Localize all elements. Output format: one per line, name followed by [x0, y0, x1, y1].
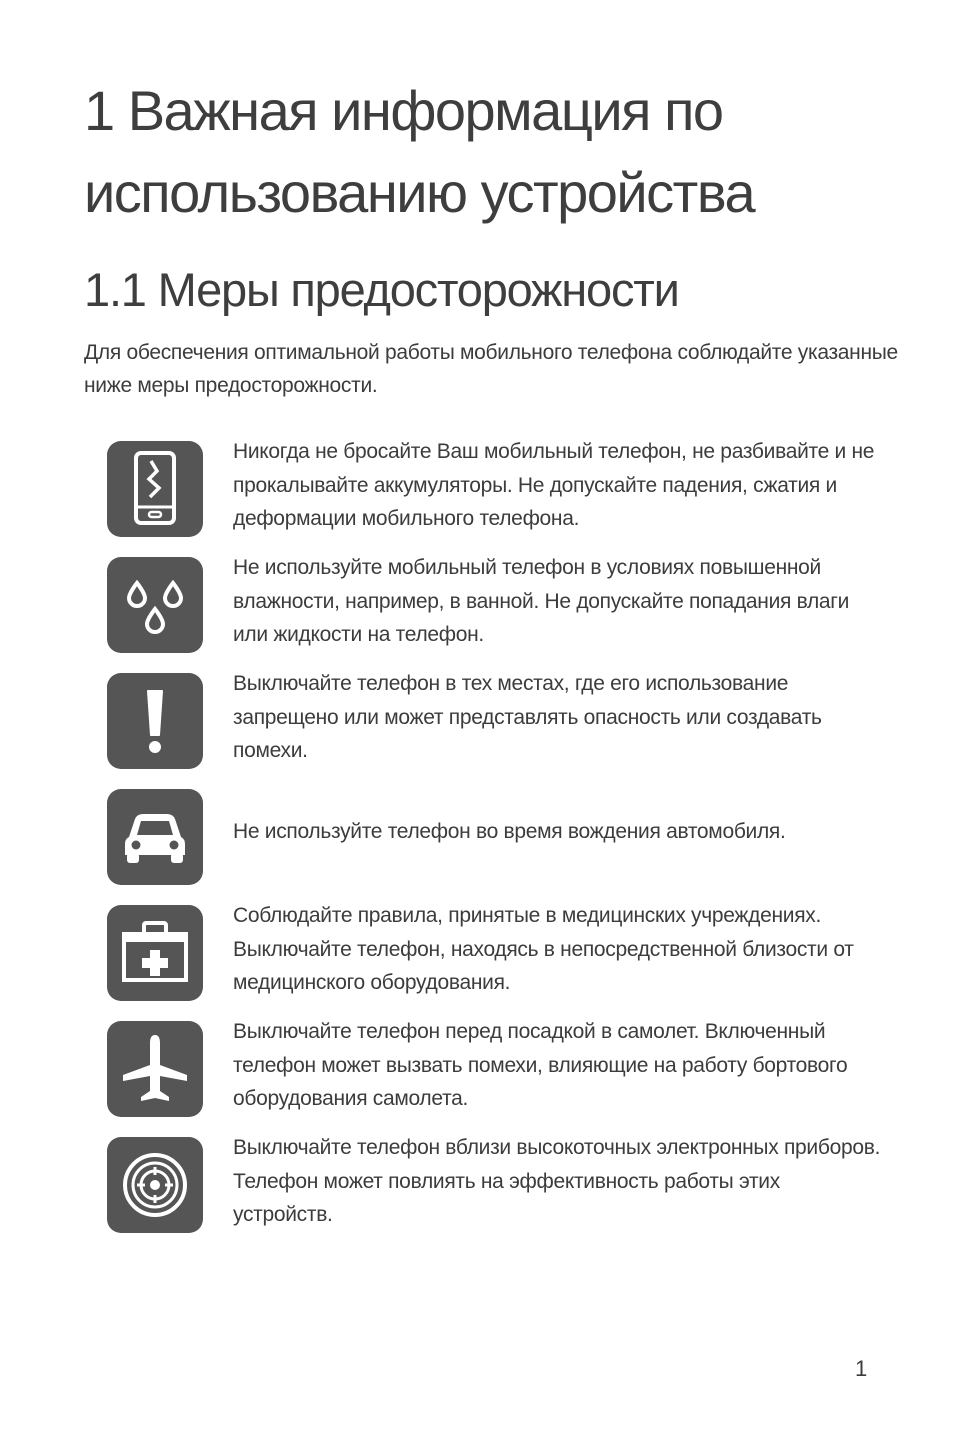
page-title: 1 Важная информация по использованию устройства [84, 79, 755, 224]
precaution-text: Соблюдайте правила, принятые в медицинских учреждениях. Выключайте телефон, находясь в непосредственной близости от медицинского оборудования. [233, 904, 854, 994]
airplane-icon [107, 1021, 203, 1117]
car-icon [107, 789, 203, 885]
precaution-text: Выключайте телефон перед посадкой в самолет. Включенный телефон может вызвать помехи, влияющие на работу бортового оборудования самолета. [233, 1020, 848, 1110]
section-title: 1.1 Меры предосторожности [84, 263, 679, 316]
intro-paragraph: Для обеспечения оптимальной работы мобильного телефона соблюдайте указанные ниже меры предосторожности. [84, 341, 898, 397]
precaution-text: Не используйте телефон во время вождения автомобиля. [233, 820, 786, 843]
first-aid-kit-icon [107, 905, 203, 1001]
target-icon [107, 1137, 203, 1233]
exclamation-icon [107, 673, 203, 769]
cracked-phone-icon [107, 441, 203, 537]
precaution-text: Не используйте мобильный телефон в условиях повышенной влажности, например, в ванной. Не допускайте попадания влаги или жидкости на телефон. [233, 556, 850, 646]
precaution-text: Выключайте телефон вблизи высокоточных электронных приборов. Телефон может повлиять на эффективность работы этих устройств. [233, 1136, 881, 1226]
water-drops-icon [107, 557, 203, 653]
page-number: 1 [855, 1356, 868, 1381]
precaution-text: Выключайте телефон в тех местах, где его использование запрещено или может представлять опасность или создавать помехи. [233, 672, 822, 762]
precaution-text: Никогда не бросайте Ваш мобильный телефон, не разбивайте и не прокалывайте аккумуляторы. Не допускайте падения, сжатия и деформации мобильного телефона. [233, 440, 875, 530]
